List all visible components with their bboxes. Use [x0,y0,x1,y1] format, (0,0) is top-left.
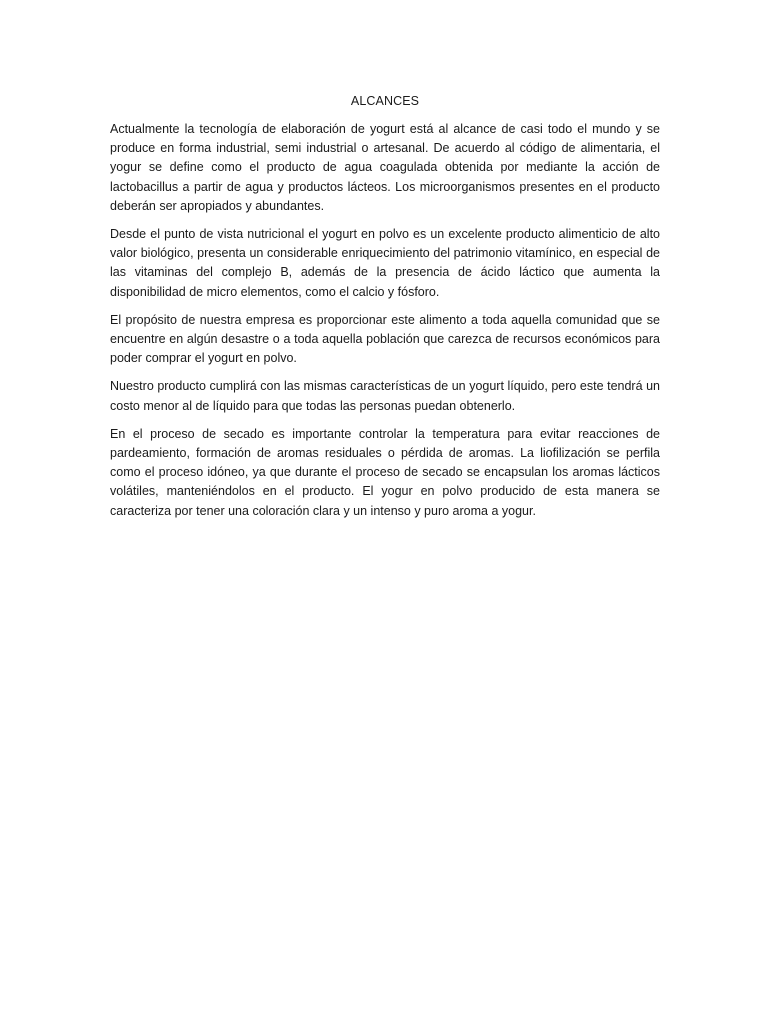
paragraph-1: Actualmente la tecnología de elaboración de yogurt está al alcance de casi todo el mundo y se produce en forma industrial, semi industrial o artesanal. De acuerdo al código de alimentaria, el yogur se define como el producto de agua coagulada obtenida por mediante la acción de lactobacillus a partir de agua y productos lácteos. Los microorganismos presentes en el producto deberán ser apropiados y abundantes. [110,122,660,213]
paragraph-2: Desde el punto de vista nutricional el yogurt en polvo es un excelente producto alimenticio de alto valor biológico, presenta un considerable enriquecimiento del patrimonio vitamínico, en especial de las vitaminas del complejo B, además de la presencia de ácido láctico que aumenta la disponibilidad de micro elementos, como el calcio y fósforo. [110,227,660,299]
paragraph-5: En el proceso de secado es importante controlar la temperatura para evitar reacciones de pardeamiento, formación de aromas residuales o pérdida de aromas. La liofilización se perfila como el proceso idóneo, ya que durante el proceso de secado se encapsulan los aromas lácticos volátiles, manteniéndolos en el producto. El yogur en polvo producido de esta manera se caracteriza por tener una coloración clara y un intenso y puro aroma a yogur. [110,426,660,518]
paragraph-3: El propósito de nuestra empresa es proporcionar este alimento a toda aquella comunidad que se encuentre en algún desastre o a toda aquella población que carezca de recursos económicos para poder comprar el yogurt en polvo. [110,312,660,366]
paragraph-4: Nuestro producto cumplirá con las mismas características de un yogurt líquido, pero este tendrá un costo menor al de líquido para que todas las personas puedan obtenerlo. [110,379,660,413]
document-title: ALCANCES [350,94,420,108]
